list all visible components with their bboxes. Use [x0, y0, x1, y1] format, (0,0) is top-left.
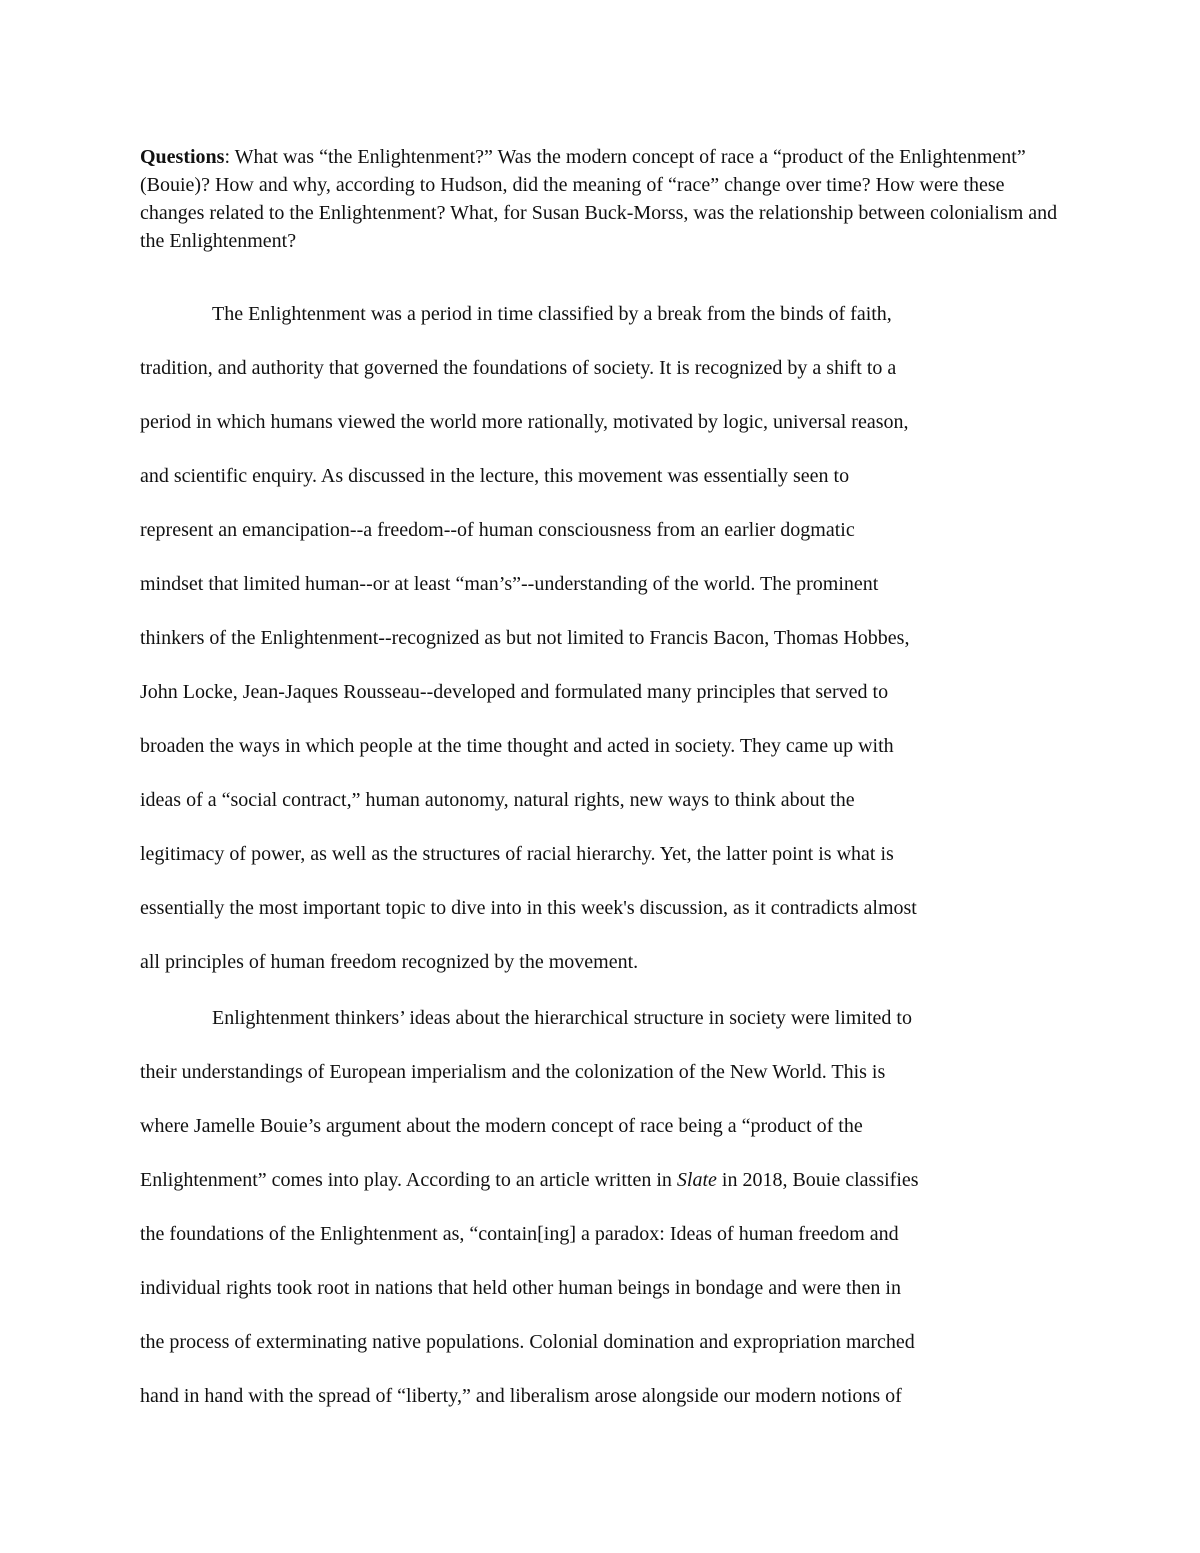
- paragraph-2-text: Enlightenment” comes into play. According to an article written in: [140, 1169, 677, 1191]
- paragraph-2-line: [140, 1168, 919, 1192]
- paragraph-2-line: their understandings of European imperialism and the colonization of the New World. This is: [140, 1061, 886, 1083]
- paragraph-2-line: the process of exterminating native populations. Colonial domination and expropriation marched: [140, 1331, 915, 1353]
- paragraph-1-line: The Enlightenment was a period in time classified by a break from the binds of faith,: [212, 303, 892, 325]
- paragraph-1-line: thinkers of the Enlightenment--recognized as but not limited to Francis Bacon, Thomas Hobbes,: [140, 627, 910, 649]
- paragraph-1-line: John Locke, Jean-Jaques Rousseau--developed and formulated many principles that served to: [140, 681, 889, 703]
- questions-prompt: [140, 143, 1070, 255]
- paragraph-2-line: Enlightenment thinkers’ ideas about the hierarchical structure in society were limited to: [212, 1007, 912, 1029]
- paragraph-2-line: where Jamelle Bouie’s argument about the modern concept of race being a “product of the: [140, 1115, 863, 1137]
- paragraph-1-line: and scientific enquiry. As discussed in the lecture, this movement was essentially seen to: [140, 465, 850, 487]
- paragraph-1-line: legitimacy of power, as well as the structures of racial hierarchy. Yet, the latter point is what is: [140, 843, 894, 865]
- paragraph-2-line: the foundations of the Enlightenment as, “contain[ing] a paradox: Ideas of human freedom and: [140, 1223, 899, 1245]
- questions-label: Questions: [140, 146, 225, 168]
- paragraph-1-line: mindset that limited human--or at least “man’s”--understanding of the world. The prominent: [140, 573, 879, 595]
- paragraph-1-line: all principles of human freedom recognized by the movement.: [140, 951, 639, 973]
- paragraph-2-line: individual rights took root in nations that held other human beings in bondage and were then in: [140, 1277, 901, 1299]
- paragraph-1-line: tradition, and authority that governed the foundations of society. It is recognized by a shift to a: [140, 357, 897, 379]
- publication-title: Slate: [676, 1169, 717, 1191]
- paragraph-1-line: essentially the most important topic to dive into in this week's discussion, as it contradicts almost: [140, 897, 917, 919]
- paragraph-1-line: represent an emancipation--a freedom--of human consciousness from an earlier dogmatic: [140, 519, 855, 541]
- paragraph-1-line: broaden the ways in which people at the time thought and acted in society. They came up with: [140, 735, 894, 757]
- paragraph-2-line: hand in hand with the spread of “liberty,” and liberalism arose alongside our modern notions of: [140, 1385, 902, 1407]
- paragraph-1-line: ideas of a “social contract,” human autonomy, natural rights, new ways to think about the: [140, 789, 855, 811]
- paragraph-1-line: period in which humans viewed the world more rationally, motivated by logic, universal reason,: [140, 411, 909, 433]
- paragraph-2-text: in 2018, Bouie classifies: [716, 1169, 919, 1191]
- questions-text: : What was “the Enlightenment?” Was the modern concept of race a “product of the Enlightenment” (Bouie)? How and why, according to Hudson, did the meaning of “race” change over time? How were these changes related to the Enlightenment? What, for Susan Buck-Morss, was the relationship between colonialism and the Enlightenment?: [140, 146, 1058, 252]
